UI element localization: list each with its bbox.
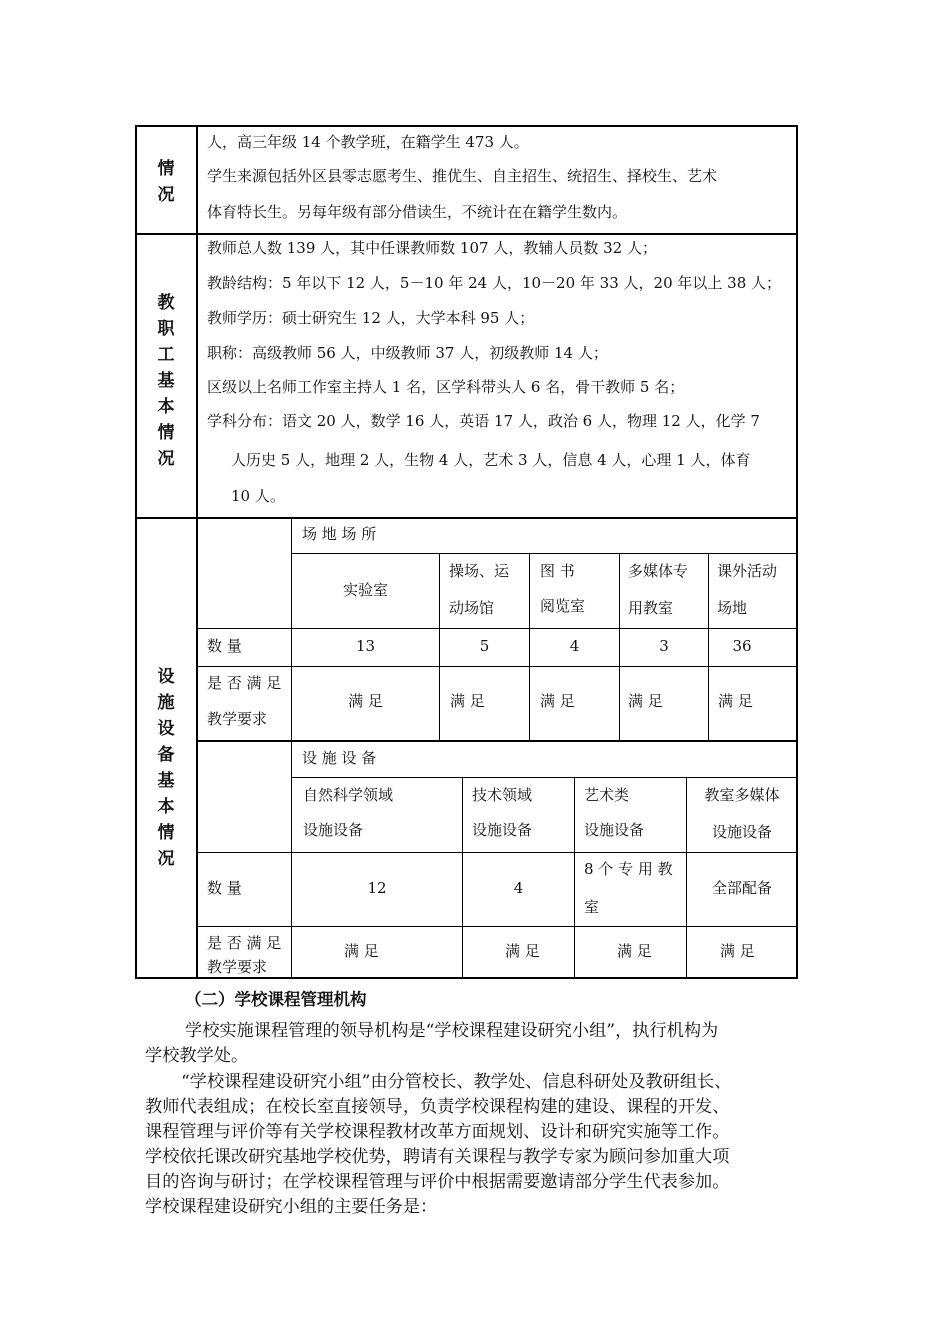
staff-header-char: 工: [157, 345, 175, 365]
paragraph-line: 课程管理与评价等有关学校课程教材改革方面规划、设计和研究实施等工作。: [145, 1122, 730, 1142]
venue-column-label: 多媒体专: [628, 562, 689, 580]
venue-ok: 满 足: [540, 692, 575, 710]
paragraph-line: 目的咨询与研讨；在学校课程管理与评价中根据需要邀请部分学生代表参加。: [145, 1172, 730, 1192]
situation-header-char: 情: [157, 159, 175, 179]
staff-line: 学科分布：语文 20 人，数学 16 人，英语 17 人，政治 6 人，物理 12 人，化学 7: [207, 412, 760, 430]
facilities-header-char: 设: [157, 719, 175, 739]
staff-line: 职称：高级教师 56 人，中级教师 37 人，初级教师 14 人；: [207, 344, 608, 362]
facilities-header-char: 情: [157, 823, 175, 843]
venue-column-label: 课外活动: [717, 562, 778, 580]
equipment-ok: 满 足: [344, 942, 379, 960]
equipment-ok-label: 教学要求: [207, 958, 268, 976]
staff-line: 教龄结构：5 年以下 12 人，5－10 年 24 人，10－20 年 33 人，20 年以上 38 人；: [207, 274, 782, 292]
venue-ok: 满 足: [348, 692, 383, 710]
paragraph-line: “学校课程建设研究小组”由分管校长、教学处、信息科研处及教研组长、: [181, 1072, 732, 1092]
venue-column-label: 操场、运: [449, 562, 510, 580]
venue-column-label: 动场馆: [449, 599, 495, 617]
staff-line: 10 人。: [231, 487, 285, 505]
equipment-ok: 满 足: [720, 942, 755, 960]
venue-count: 3: [659, 637, 669, 655]
equipment-column-label: 设施设备: [303, 821, 364, 839]
equipment-column-label: 艺术类: [584, 786, 630, 804]
paragraph-line: 学校课程建设研究小组的主要任务是：: [145, 1197, 438, 1217]
venue-column-label: 实验室: [342, 581, 388, 599]
venue-ok: 满 足: [450, 692, 485, 710]
staff-line: 区级以上名师工作室主持人 1 名，区学科带头人 6 名，骨干教师 5 名；: [207, 378, 685, 396]
venues-count-label: 数 量: [207, 637, 242, 655]
facilities-header-char: 设: [157, 667, 175, 687]
venues-ok-label: 教学要求: [207, 710, 268, 728]
situation-line: 人，高三年级 14 个教学班，在籍学生 473 人。: [207, 133, 529, 151]
venue-column-label: 阅览室: [540, 597, 586, 615]
section-heading: （二）学校课程管理机构: [185, 990, 367, 1009]
situation-line: 学生来源包括外区县零志愿考生、推优生、自主招生、统招生、择校生、艺术: [207, 167, 718, 185]
situation-header-char: 况: [157, 185, 175, 205]
paragraph-line: 学校教学处。: [145, 1046, 249, 1066]
equipment-count: 全部配备: [711, 879, 772, 897]
staff-header-char: 况: [157, 449, 175, 469]
venue-column-label: 场地: [717, 599, 748, 617]
equipment-ok: 满 足: [617, 942, 652, 960]
facilities-header-char: 本: [157, 797, 175, 817]
venue-column-label: 用教室: [628, 599, 674, 617]
equipment-ok-label: 是 否 满 足: [207, 934, 282, 952]
equipment-count: 4: [513, 879, 524, 897]
venue-ok: 满 足: [718, 692, 753, 710]
facilities-header-char: 基: [157, 771, 175, 791]
equipment-column-label: 设施设备: [584, 821, 645, 839]
staff-header-char: 本: [157, 397, 175, 417]
equipment-count-label: 数 量: [207, 879, 242, 897]
venue-count: 5: [479, 637, 490, 655]
venue-count: 4: [569, 637, 580, 655]
venues-ok-label: 是 否 满 足: [207, 674, 282, 692]
venue-count: 13: [355, 637, 376, 655]
paragraph-line: 教师代表组成；在校长室直接领导，负责学校课程构建的建设、课程的开发、: [145, 1097, 730, 1117]
venues-title: 场 地 场 所: [302, 525, 377, 543]
equipment-column-label: 教室多媒体: [704, 786, 780, 804]
staff-line: 教师总人数 139 人，其中任课教师数 107 人，教辅人员数 32 人；: [207, 239, 657, 257]
equipment-title: 设 施 设 备: [302, 749, 377, 767]
equipment-column-label: 设施设备: [472, 821, 533, 839]
paragraph-line: 学校实施课程管理的领导机构是“学校课程建设研究小组”，执行机构为: [185, 1021, 719, 1041]
staff-line: 教师学历：硕士研究生 12 人，大学本科 95 人；: [207, 309, 535, 327]
equipment-column-label: 设施设备: [711, 823, 772, 841]
venue-count: 36: [732, 637, 752, 655]
staff-line: 人历史 5 人，地理 2 人，生物 4 人，艺术 3 人，信息 4 人，心理 1 人，体育: [231, 451, 751, 469]
staff-header-char: 职: [157, 319, 175, 339]
facilities-header-char: 备: [157, 745, 175, 765]
facilities-header-char: 施: [157, 693, 175, 713]
equipment-count: 室: [584, 898, 600, 916]
staff-header-char: 情: [157, 423, 175, 443]
equipment-column-label: 自然科学领域: [303, 786, 394, 804]
equipment-count: 12: [367, 879, 387, 897]
equipment-ok: 满 足: [505, 942, 540, 960]
venue-ok: 满 足: [628, 692, 663, 710]
situation-line: 体育特长生。另每年级有部分借读生，不统计在在籍学生数内。: [207, 203, 628, 221]
equipment-column-label: 技术领域: [472, 786, 533, 804]
staff-header-char: 教: [157, 293, 175, 313]
facilities-header-char: 况: [157, 849, 175, 869]
staff-header-char: 基: [157, 371, 175, 391]
paragraph-line: 学校依托课改研究基地学校优势，聘请有关课程与教学专家为顾问参加重大项: [145, 1147, 730, 1167]
equipment-count: 8 个 专 用 教: [584, 860, 673, 878]
venue-column-label: 图 书: [540, 562, 575, 580]
